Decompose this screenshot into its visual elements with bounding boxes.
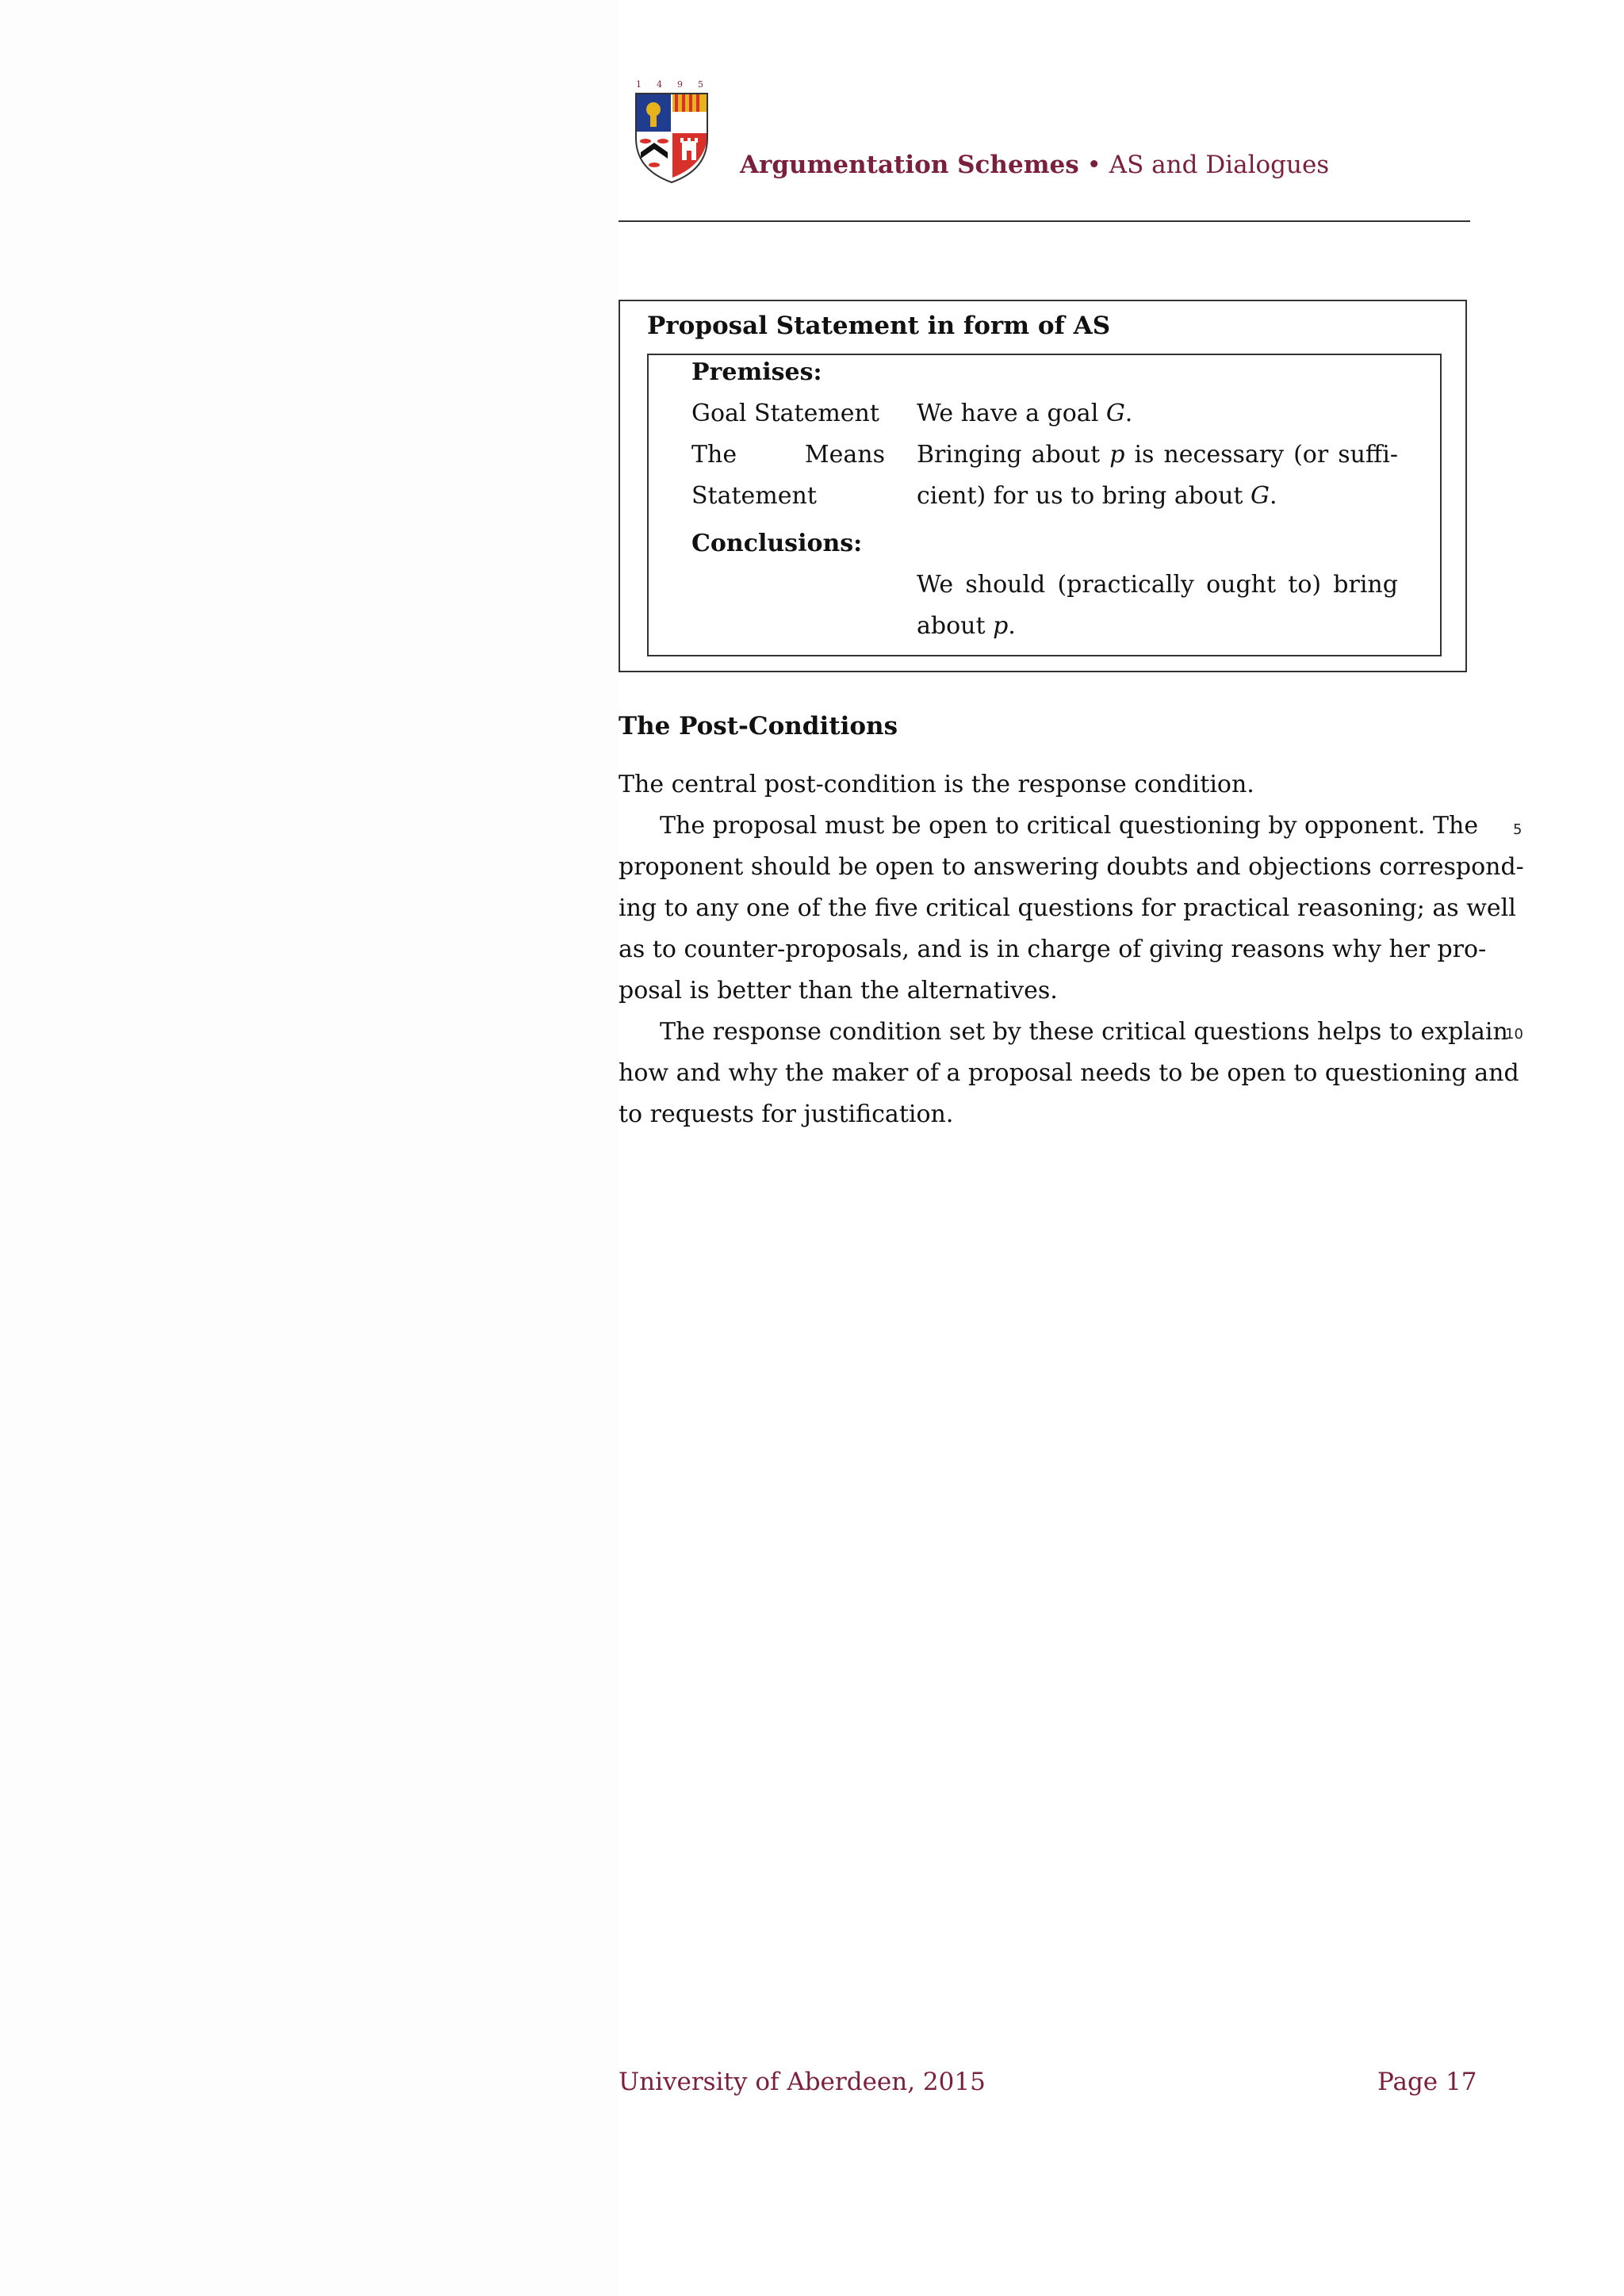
crest-year-4: 5 [698,79,703,90]
paragraph-3-line-3: to requests for justification. [619,1100,954,1128]
means-label-word-1: The [691,441,737,469]
premises-label: Premises: [691,358,822,386]
p3-line1-text: The response condition set by these critical questions helps to explain [660,1018,1508,1046]
conclusion-line2-var: p [993,612,1009,640]
goal-text-end: . [1124,400,1133,427]
means-label-word-2: Means [804,441,885,469]
means-text-line-2 [917,482,1277,511]
conclusion-line2-a: about [917,612,994,640]
conclusion-word-1: We [917,571,954,599]
header-title-strong: Argumentation Schemes [740,151,1079,179]
paragraph-2-line-1 [660,812,1479,840]
goal-text-a: We have a goal [917,400,1106,427]
paragraph-2-line-5: posal is better than the alternatives. [619,977,1058,1004]
crest-year-3: 9 [677,79,683,90]
conclusion-word-3: (practically [1057,571,1194,599]
conclusion-word-6: bring [1333,571,1398,599]
means-text-line-1 [917,441,1398,469]
means-word-2: about [1031,441,1101,469]
conclusions-label: Conclusions: [691,530,863,557]
line-number-5: 5 [1513,821,1522,838]
conclusion-word-2: should [965,571,1046,599]
proposal-box-title: Proposal Statement in form of AS [647,312,1111,340]
p2-line1-text: The proposal must be open to critical questioning by opponent. The [660,812,1479,840]
p2-line2-text: proponent should be open to answering doubts and objections correspond- [619,853,1524,881]
goal-statement-label: Goal Statement [691,400,879,427]
p2-line4-text: as to counter-proposals, and is in charge of giving reasons why her pro- [619,936,1487,963]
p3-line2-text: how and why the maker of a proposal needs to be open to questioning and [619,1059,1519,1087]
goal-text-var: G [1105,400,1125,427]
means-line2-a: cient) for us to bring about [917,482,1251,510]
conclusion-line2-end: . [1008,612,1016,640]
paragraph-3-line-1 [660,1018,1508,1047]
means-word-3: p [1109,441,1125,469]
paragraph-3-line-2 [619,1059,1519,1088]
means-line2-end: . [1269,482,1277,510]
paragraph-2-line-4 [619,936,1487,964]
paragraph-2-line-2 [619,853,1524,882]
crest-year-1: 1 [636,79,642,90]
conclusion-word-5: to) [1288,571,1322,599]
paragraph-2-line-3 [619,894,1516,923]
footer-page-number: Page 17 [1377,2068,1477,2096]
paragraph-1-line-1: The central post-condition is the response condition. [619,771,1254,798]
means-word-4: is [1134,441,1155,469]
means-word-1: Bringing [917,441,1022,469]
conclusion-line-2 [917,612,1016,641]
means-label-line-1 [691,441,885,469]
conclusion-line-1 [917,571,1398,599]
p2-line3-text: ing to any one of the five critical questions for practical reasoning; as well [619,894,1516,922]
means-line2-var: G [1250,482,1270,510]
university-crest-logo [631,76,712,184]
means-label-line-2: Statement [691,482,817,510]
section-heading: The Post-Conditions [619,712,898,740]
footer-institution: University of Aberdeen, 2015 [619,2068,986,2096]
crest-year-2: 4 [657,79,662,90]
goal-statement-text [917,400,1132,428]
means-word-5: necessary [1163,441,1285,469]
header-rule [619,220,1470,222]
header-title-rest: AS and Dialogues [1109,151,1330,179]
means-word-7: suffi- [1338,441,1398,469]
running-header [740,151,1329,179]
header-separator: • [1086,151,1101,179]
means-word-6: (or [1293,441,1329,469]
line-number-10: 10 [1505,1026,1523,1043]
conclusion-word-4: ought [1206,571,1277,599]
